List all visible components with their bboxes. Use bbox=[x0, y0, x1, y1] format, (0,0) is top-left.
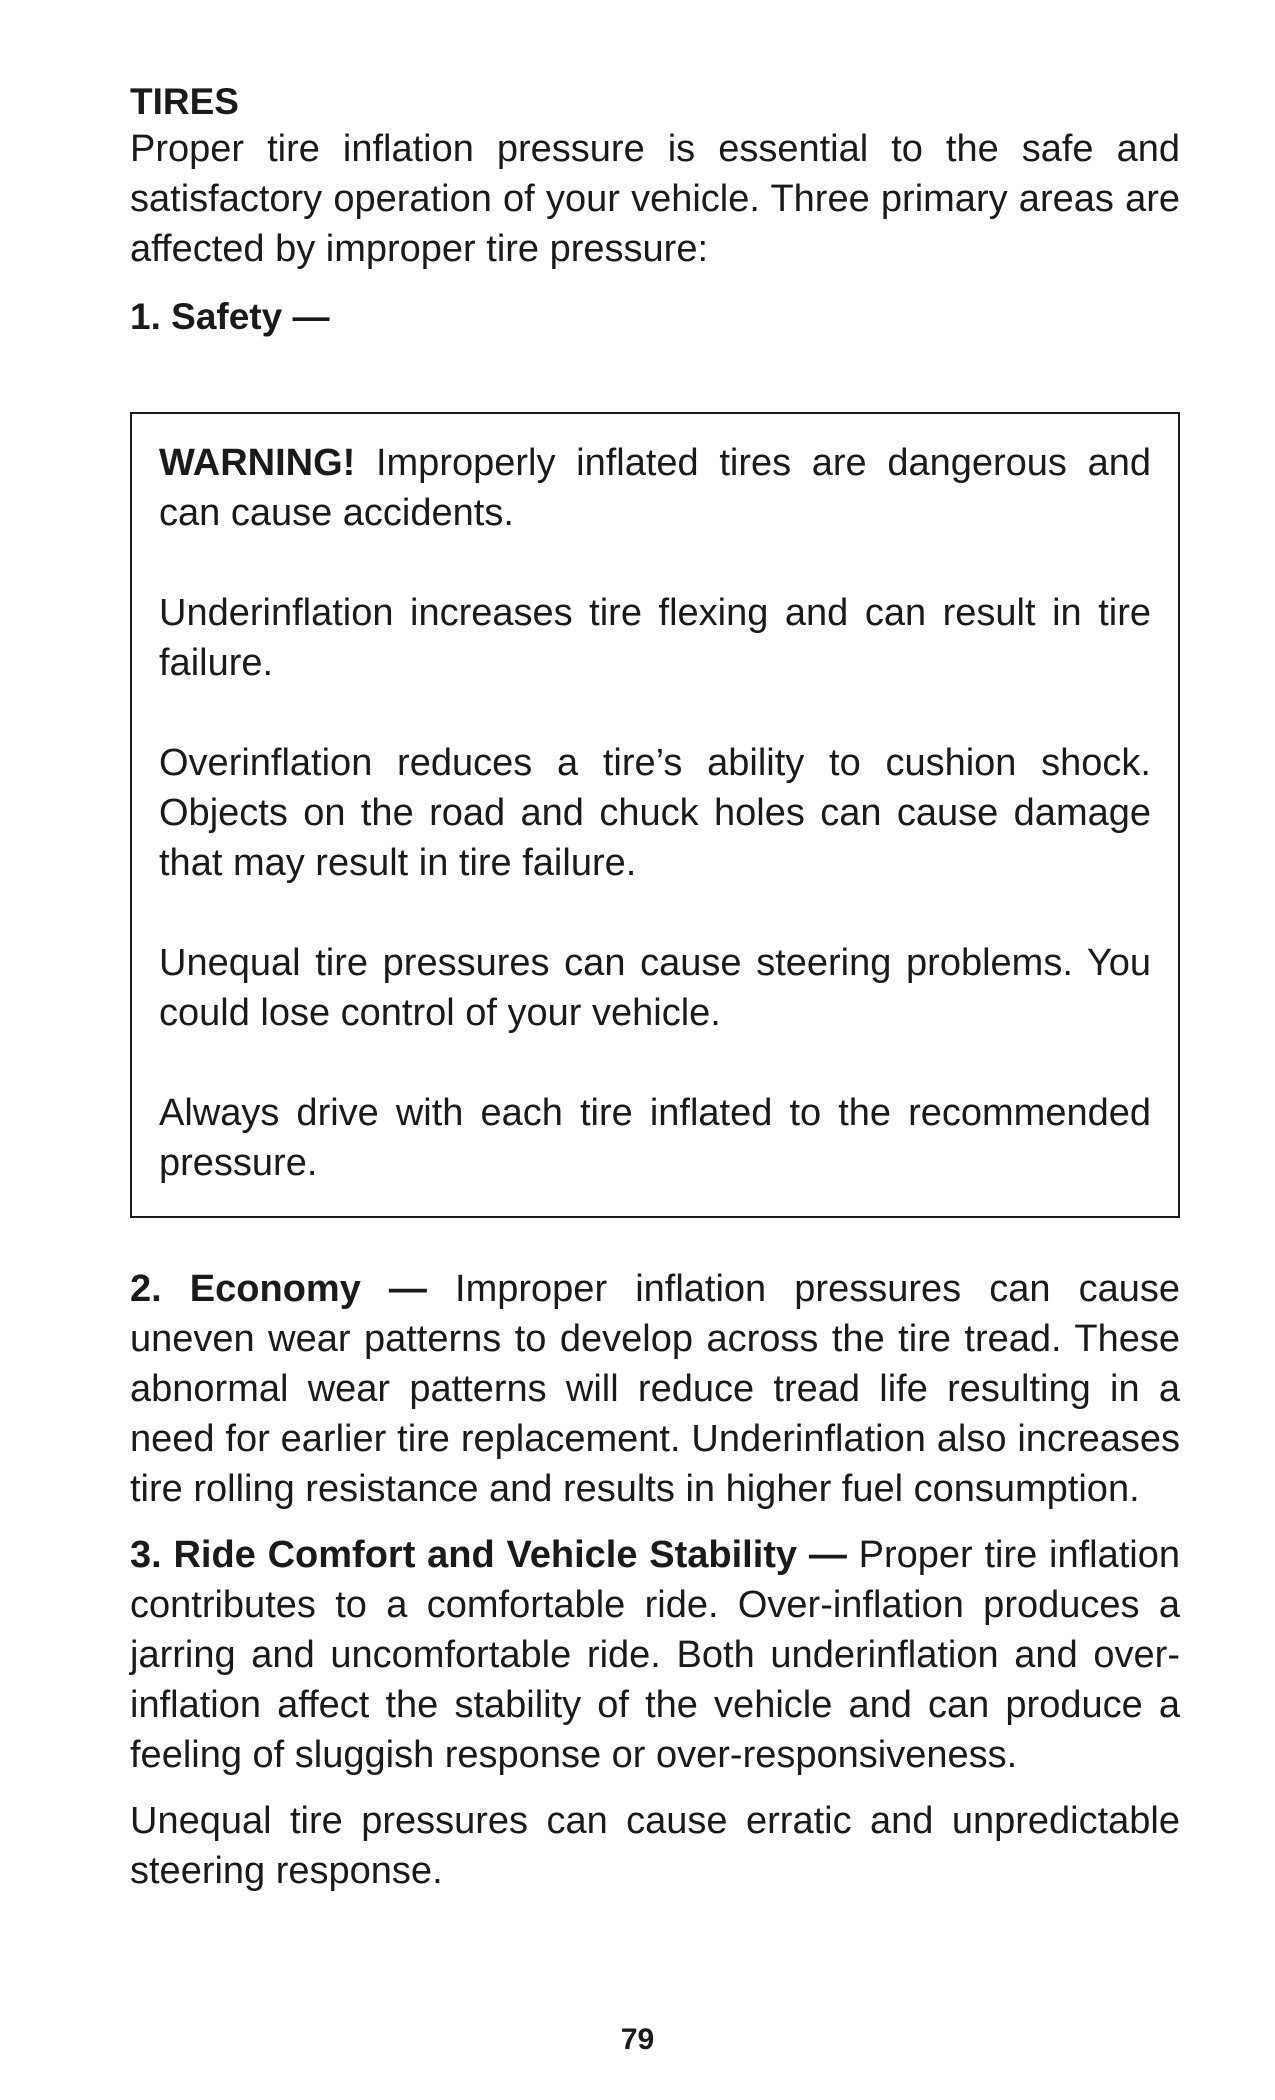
item-ride-comfort bbox=[130, 1530, 1180, 1780]
section-intro: Proper tire inflation pressure is essential to the safe and satisfactory operation of your vehicle. Three primary areas are affected by improper tire pressure: bbox=[130, 128, 1180, 270]
item-economy-text: Improper inflation pressures can cause uneven wear patterns to develop across the tire tread. These abnormal wear patterns will reduce tread life resulting in a need for earlier tire replacement. Underinflation also increases tire rolling resistance and results in higher fuel consumption. bbox=[130, 1268, 1180, 1510]
item-economy-heading: 2. Economy — bbox=[130, 1268, 427, 1310]
warning-unequal-pressure: Unequal tire pressures can cause steering problems. You could lose control of your vehicle. bbox=[159, 942, 1151, 1034]
warning-box bbox=[130, 412, 1180, 1218]
item-ride-comfort-heading: 3. Ride Comfort and Vehicle Stability — bbox=[130, 1534, 847, 1576]
warning-always-drive: Always drive with each tire inflated to the recommended pressure. bbox=[159, 1092, 1151, 1184]
item-economy bbox=[130, 1264, 1180, 1514]
page-number: 79 bbox=[620, 2023, 655, 2056]
item-ride-comfort-text: Proper tire inflation contributes to a comfortable ride. Over-inflation produces a jarring and uncomfortable ride. Both underinflation and over-inflation affect the stability of the vehicle and can produce a feeling of sluggish response or over-responsiveness. bbox=[130, 1534, 1180, 1776]
warning-lead-text: Improperly inflated tires are dangerous and can cause accidents. bbox=[159, 442, 1151, 534]
item-ride-comfort-extra: Unequal tire pressures can cause erratic and unpredictable steering response. bbox=[130, 1800, 1180, 1892]
item-safety-heading: 1. Safety — bbox=[130, 296, 330, 337]
manual-page bbox=[130, 80, 1180, 1896]
warning-overinflation: Overinflation reduces a tire’s ability to cushion shock. Objects on the road and chuck holes can cause damage that may result in tire failure. bbox=[159, 742, 1151, 884]
warning-lead bbox=[159, 438, 1151, 538]
warning-label: WARNING! bbox=[159, 442, 356, 484]
warning-underinflation: Underinflation increases tire flexing and can result in tire failure. bbox=[159, 592, 1151, 684]
section-title: TIRES bbox=[130, 81, 239, 122]
